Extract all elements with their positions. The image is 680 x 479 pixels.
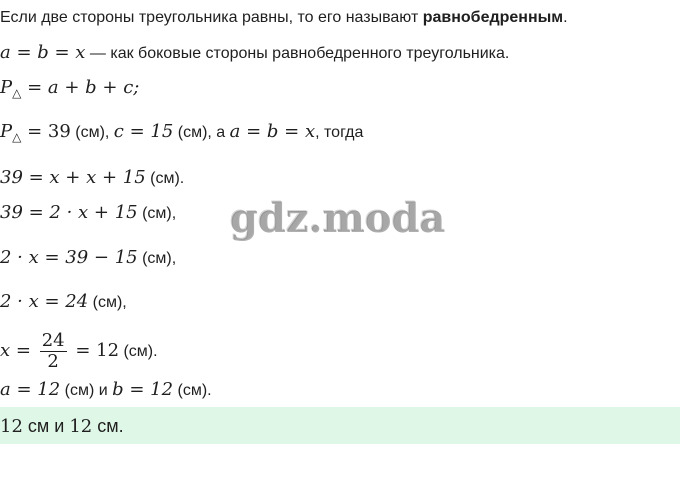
result-line (0, 380, 212, 401)
equation-line-3 (0, 248, 176, 269)
x-equals: x = (0, 340, 37, 361)
equation-1-unit: (см). (145, 170, 185, 187)
base-value: c = 15 (113, 121, 174, 142)
answer-value-2: 12 (69, 416, 93, 437)
intro-line (0, 8, 568, 28)
fraction (40, 331, 67, 372)
result-text-2: (см). (173, 382, 212, 399)
perimeter-value: = 39 (21, 121, 71, 142)
equation-4: 2 · x = 24 (0, 291, 89, 312)
fraction-numerator: 24 (41, 330, 65, 352)
term-isosceles: равнобедренным (422, 9, 564, 26)
triangle-subscript-2: △ (12, 130, 22, 144)
result-text-1: (см) и (60, 382, 113, 399)
equation-3: 2 · x = 39 − 15 (0, 247, 138, 268)
watermark-logo: gdz.moda (230, 195, 446, 242)
answer-text (0, 416, 124, 437)
equation-1: 39 = x + x + 15 (0, 167, 146, 188)
answer-box (0, 407, 680, 444)
sides-text: — как боковые стороны равнобедренного треугольника. (85, 45, 510, 62)
triangle-subscript: △ (12, 86, 22, 100)
sides-line (0, 43, 509, 64)
intro-end: . (563, 9, 568, 26)
equation-line-4 (0, 292, 127, 313)
side-a-value: a = 12 (0, 379, 61, 400)
fraction-unit: (см). (119, 343, 158, 360)
fraction-line (0, 330, 158, 373)
answer-unit-2: см. (92, 416, 124, 436)
given-text-1: (см), (70, 124, 114, 141)
sides-equation-2: a = b = x (229, 121, 316, 142)
perimeter-formula-line (0, 78, 139, 103)
perimeter-symbol-2: P (0, 121, 13, 142)
intro-text: Если две стороны треугольника равны, то его называют (0, 9, 423, 26)
perimeter-symbol: P (0, 77, 13, 98)
answer-value-1: 12 (0, 416, 23, 437)
equation-3-unit: (см), (137, 250, 177, 267)
equation-2: 39 = 2 · x + 15 (0, 202, 138, 223)
fraction-result: = 12 (69, 340, 120, 361)
side-b-value: b = 12 (112, 379, 174, 400)
given-line (0, 122, 363, 147)
perimeter-formula: = a + b + c; (21, 77, 140, 98)
equation-2-unit: (см), (137, 205, 177, 222)
fraction-denominator: 2 (47, 351, 59, 373)
given-text-3: , тогда (315, 124, 364, 141)
equation-line-2 (0, 203, 176, 224)
answer-unit-1: см и (22, 416, 70, 436)
sides-equation: a = b = x (0, 42, 86, 63)
given-text-2: (см), а (173, 124, 230, 141)
equation-line-1 (0, 168, 184, 189)
equation-4-unit: (см), (88, 294, 127, 311)
